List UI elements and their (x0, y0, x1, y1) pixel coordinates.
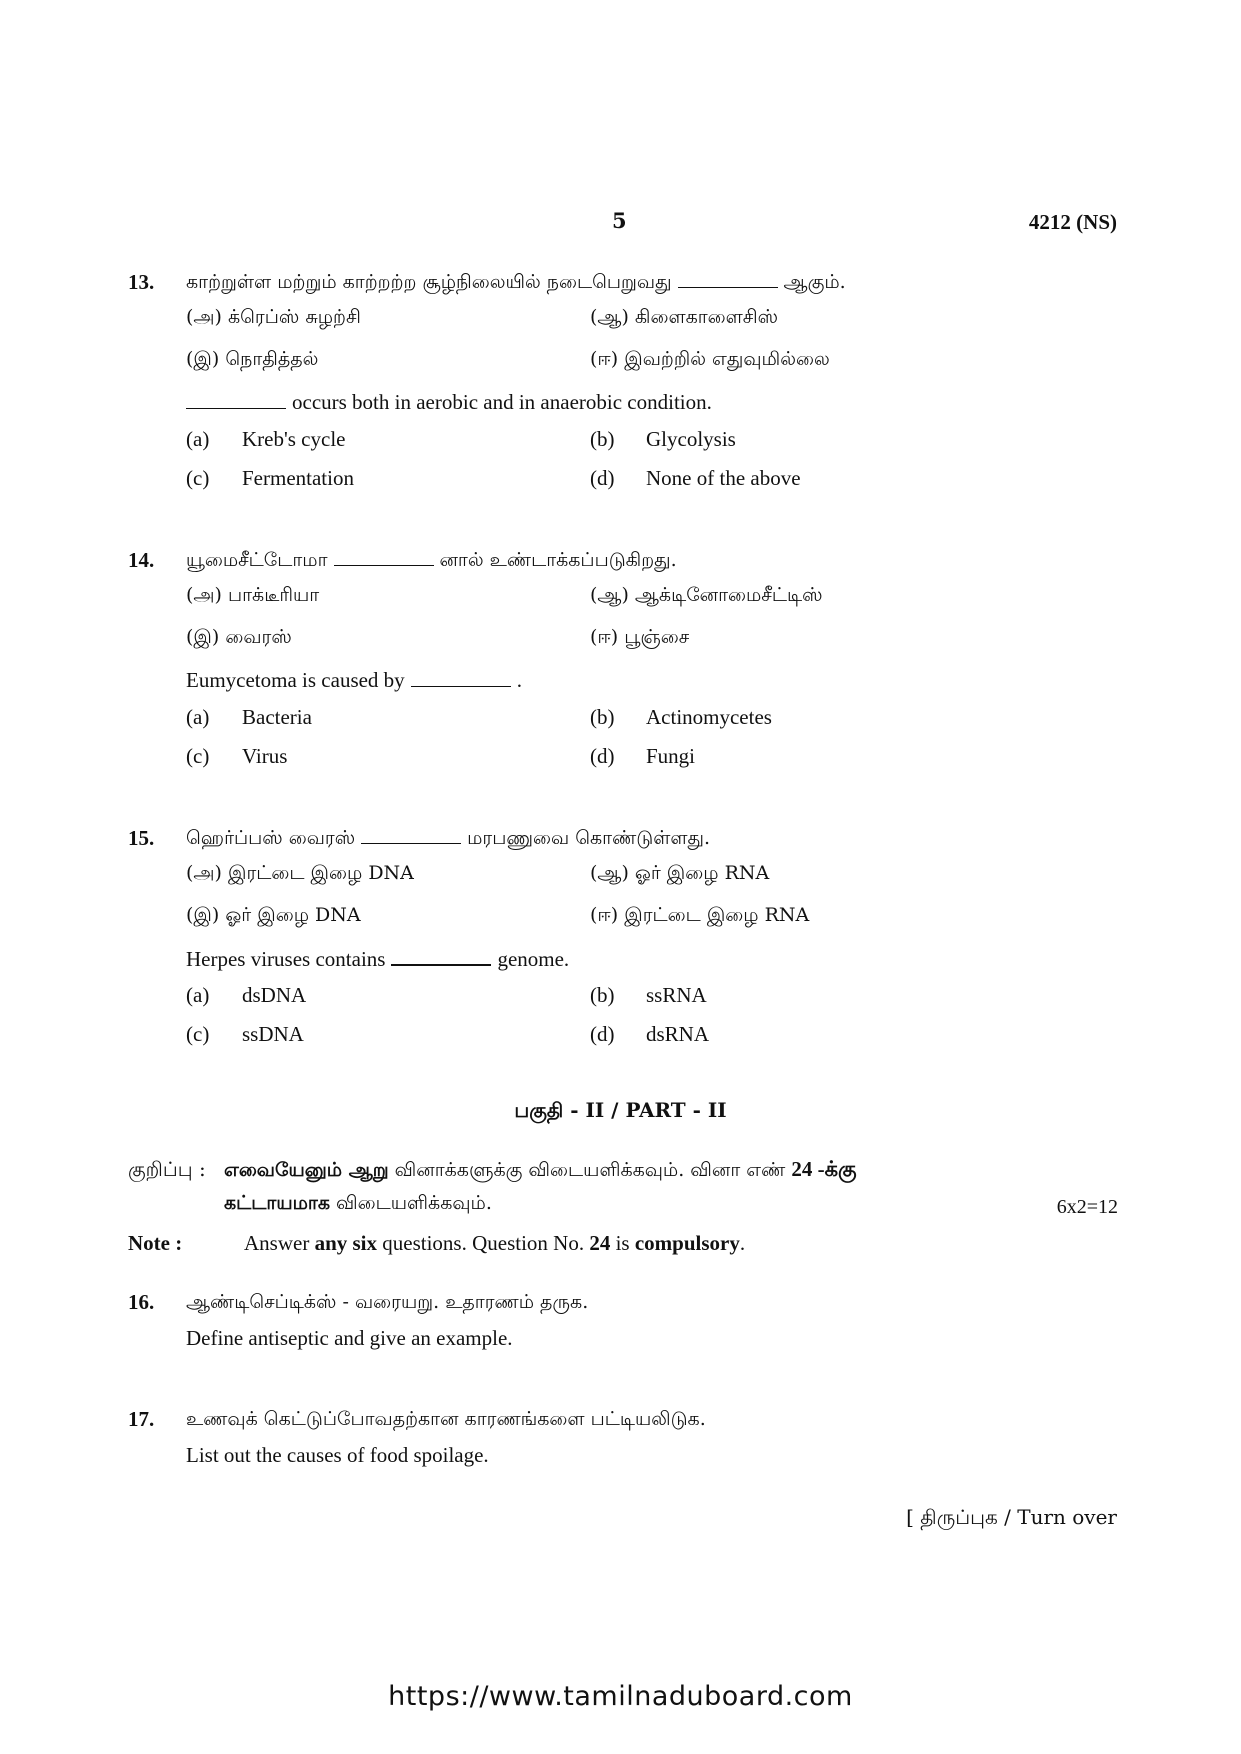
page-number: 5 (612, 208, 627, 233)
marks-label: 6x2=12 (1056, 1196, 1118, 1218)
english-option-a: (a) Bacteria (186, 705, 312, 729)
tamil-option-c: (இ) வைரஸ் (186, 626, 292, 648)
turn-over-label: [ திருப்புக / Turn over (906, 1505, 1117, 1529)
question-english: occurs both in aerobic and in anaerobic condition. (186, 390, 712, 415)
answer-blank (678, 269, 778, 288)
english-option-a: (a) dsDNA (186, 983, 307, 1007)
tamil-option-a: (அ) க்ரெப்ஸ் சுழற்சி (186, 306, 361, 328)
english-option-d: (d) None of the above (590, 466, 801, 490)
english-option-c: (c) ssDNA (186, 1022, 304, 1046)
english-option-c: (c) Virus (186, 744, 288, 768)
question-tamil: யூமைசீட்டோமா னால் உண்டாக்கப்படுகிறது. (186, 549, 677, 571)
question-16 (128, 1282, 1118, 1350)
english-option-b: (b) ssRNA (590, 983, 707, 1007)
tamil-option-a: (அ) இரட்டை இழை DNA (186, 862, 414, 884)
answer-blank (186, 390, 286, 409)
question-13 (128, 262, 1118, 490)
tamil-option-c: (இ) ஓர் இழை DNA (186, 904, 361, 926)
question-number: 17. (128, 1407, 155, 1431)
paper-code: 4212 (NS) (1028, 210, 1117, 234)
question-tamil: உணவுக் கெட்டுப்போவதற்கான காரணங்களை பட்டியலிடுக. (186, 1408, 706, 1430)
question-english: List out the causes of food spoilage. (186, 1443, 489, 1467)
tamil-option-b: (ஆ) ஓர் இழை RNA (590, 862, 770, 884)
question-15 (128, 818, 1118, 1046)
question-english: Eumycetoma is caused by . (186, 668, 522, 692)
english-option-c: (c) Fermentation (186, 466, 354, 490)
question-number: 13. (128, 270, 155, 294)
question-english: Define antiseptic and give an example. (186, 1326, 513, 1350)
question-tamil: ஆண்டிசெப்டிக்ஸ் - வரையறு. உதாரணம் தருக. (186, 1291, 589, 1313)
tamil-option-c: (இ) நொதித்தல் (186, 348, 319, 370)
answer-blank (334, 547, 434, 566)
question-number: 14. (128, 548, 155, 572)
question-tamil: ஹெர்ப்பஸ் வைரஸ் மரபணுவை கொண்டுள்ளது. (186, 827, 711, 849)
note-label-tamil: குறிப்பு : (128, 1157, 206, 1181)
english-option-b: (b) Glycolysis (590, 427, 736, 451)
question-number: 16. (128, 1290, 155, 1314)
note-tamil-line2: கட்டாயமாக விடையளிக்கவும். (224, 1192, 492, 1214)
answer-blank (361, 825, 461, 844)
note-tamil (128, 1152, 1118, 1222)
part-heading: பகுதி - II / PART - II (514, 1098, 727, 1122)
english-option-b: (b) Actinomycetes (590, 705, 772, 729)
question-english: Herpes viruses contains genome. (186, 947, 570, 971)
answer-blank (391, 946, 491, 966)
tamil-option-b: (ஆ) ஆக்டினோமைசீட்டிஸ் (590, 584, 823, 606)
tamil-option-d: (ஈ) இவற்றில் எதுவுமில்லை (590, 348, 830, 370)
tamil-option-d: (ஈ) பூஞ்சை (590, 626, 690, 648)
note-english-text: Answer any six questions. Question No. 24 is compulsory. (244, 1231, 746, 1255)
question-number: 15. (128, 826, 155, 850)
english-option-d: (d) dsRNA (590, 1022, 710, 1046)
english-option-d: (d) Fungi (590, 744, 696, 768)
tamil-option-d: (ஈ) இரட்டை இழை RNA (590, 904, 810, 926)
question-17 (128, 1399, 1118, 1467)
note-tamil-line1: எவையேனும் ஆறு வினாக்களுக்கு விடையளிக்கவும். வினா எண் 24 -க்கு (224, 1157, 857, 1181)
english-option-a: (a) Kreb's cycle (186, 427, 346, 451)
answer-blank (411, 668, 511, 687)
tamil-option-a: (அ) பாக்டீரியா (186, 584, 320, 606)
footer-url[interactable]: https://www.tamilnaduboard.com (388, 1681, 853, 1712)
question-14 (128, 540, 1118, 768)
question-tamil: காற்றுள்ள மற்றும் காற்றற்ற சூழ்நிலையில் நடைபெறுவது ஆகும். (186, 271, 846, 293)
tamil-option-b: (ஆ) கிளைகாளைசிஸ் (590, 306, 779, 328)
note-label-english: Note : (128, 1231, 183, 1255)
